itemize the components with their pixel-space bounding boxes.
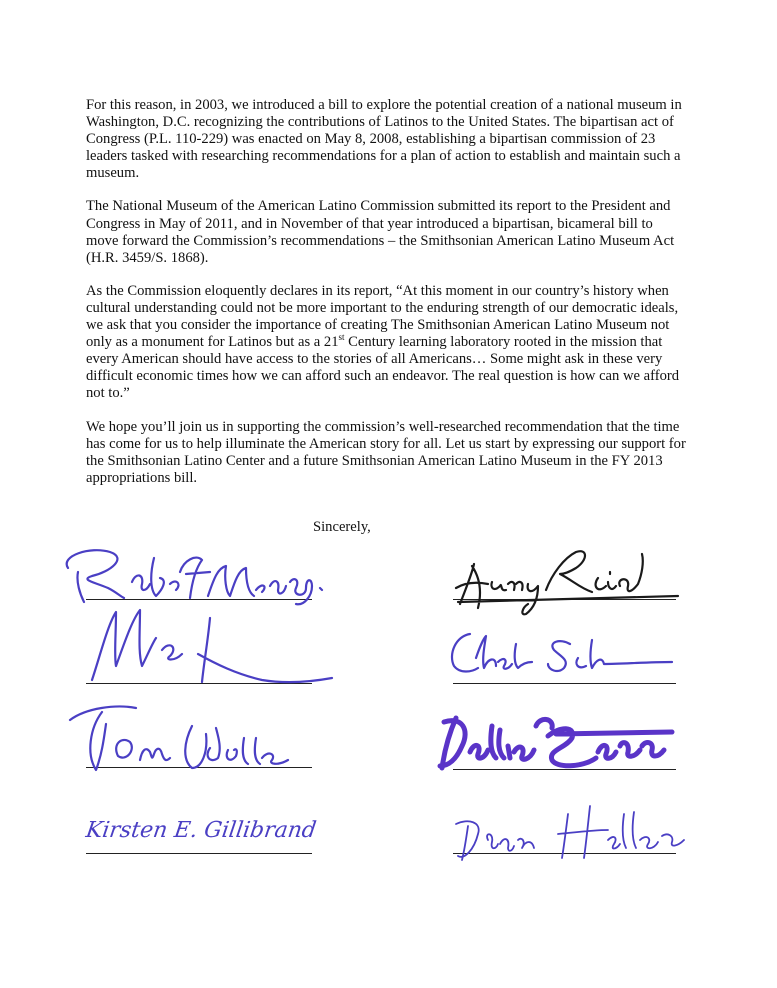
paragraph-3 [86, 283, 686, 403]
signature-heller [448, 796, 688, 866]
signature-stabenow [436, 706, 696, 778]
signature-menendez [50, 538, 330, 608]
closing-salutation: Sincerely, [313, 519, 371, 535]
signature-rubio [86, 604, 346, 686]
paragraph-4: We hope you’ll join us in supporting the commission’s well-researched recommendation that the time has come for us to help illuminate the American story for all. Let us start by expressing our support for the Smithsonian Latino Center and a future Smithsonian American Latino Museum in the FY 2013 appropriations bill. [86, 418, 686, 486]
signature-line [86, 853, 312, 854]
paragraph-1: For this reason, in 2003, we introduced a bill to explore the potential creation of a national museum in Washington, D.C. recognizing the contributions of Latinos to the United States. The bipartisan act of Congress (P.L. 110-229) was enacted on May 8, 2008, establishing a bipartisan commission of 23 leaders tasked with researching recommendations for a plan of action to establish and maintain such a museum. [86, 97, 682, 182]
signature-udall [66, 698, 296, 778]
signature-gillibrand: Kirsten E. Gillibrand [84, 818, 318, 843]
ordinal-suffix: st [338, 332, 345, 343]
letter-body [86, 97, 686, 503]
paragraph-3-part-2: Century learning laboratory rooted in the mission that every American should have access to the stories of all Americans… Some might ask in these very difficult economic times how we can afford such an endeavor. The real question is how can we afford not to.” [86, 334, 680, 402]
signature-schumer [446, 624, 686, 684]
paragraph-3-part-1: As the Commission eloquently declares in its report, “At this moment in our country’s history when cultural understanding could not be more important to the enduring strength of our democratic ideals, we ask that you consider the importance of creating The Smithsonian American Latino Museum not only as a monument for Latinos but as a 21 [86, 282, 679, 351]
signature-reid [452, 544, 692, 616]
paragraph-2: The National Museum of the American Latino Commission submitted its report to the President and Congress in May of 2011, and in November of that year introduced a bipartisan, bicameral bill to move forward the Commission’s recommendations – the Smithsonian American Latino Museum Act (H.R. 3459/S. 1868). [86, 198, 675, 266]
